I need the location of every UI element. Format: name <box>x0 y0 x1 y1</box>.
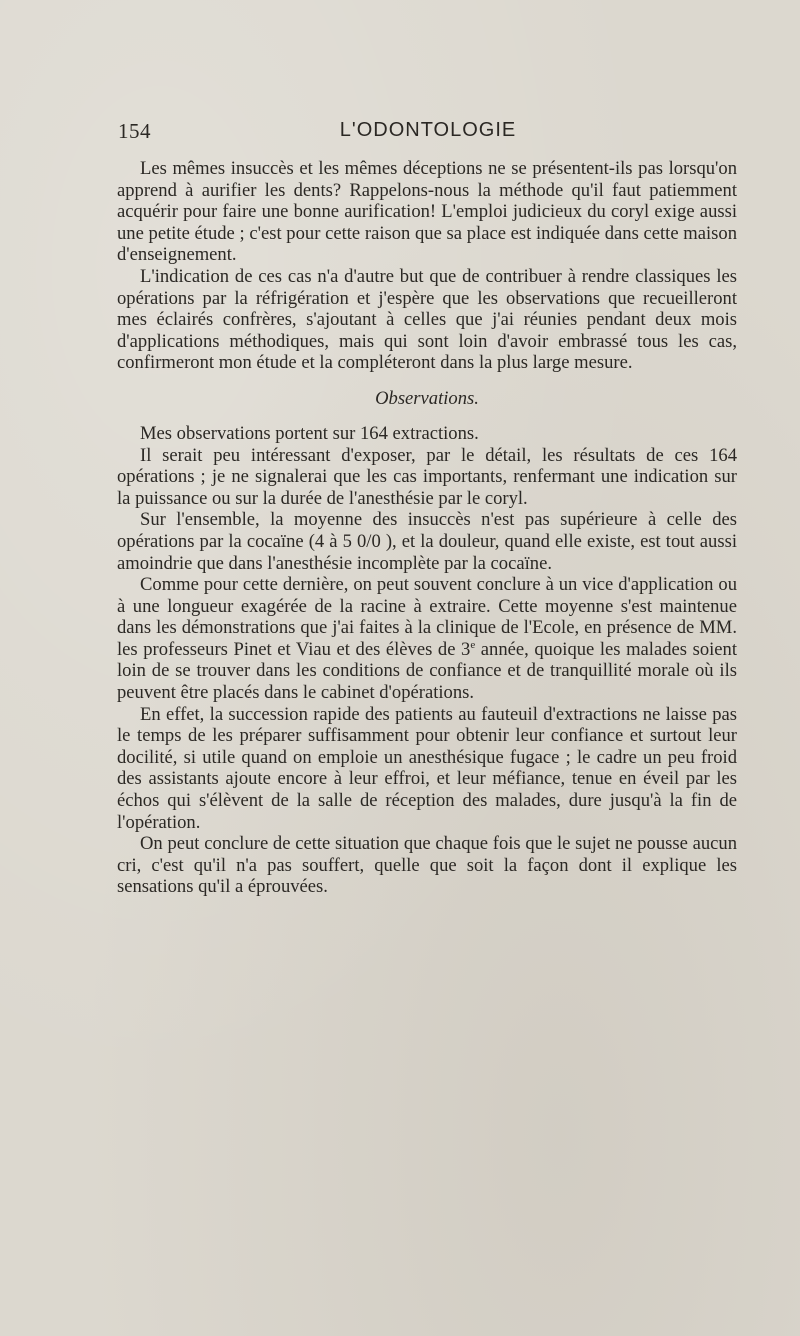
paragraph-demonstrations <box>117 574 737 704</box>
ordinal-superscript: e <box>470 638 476 651</box>
article-body <box>117 158 737 898</box>
paragraph: Mes observations portent sur 164 extractions. <box>140 422 479 444</box>
text-run: Comme pour cette dernière, on peut souvent conclure à un vice d'application ou à une longueur exagérée de la racine à extraire. Cette moyenne s'est maintenue dans les démonstrations que j'ai faites à la clinique de l'Ecole, en présence de MM. les professeurs Pinet et Viau et des élèves de 3 <box>117 574 737 660</box>
text-run: année, quoique les malades soient loin de se trouver dans les conditions de confiance et de tranquillité morale où ils peuvent être placés dans le cabinet d'opérations. <box>117 638 737 704</box>
page-header <box>118 119 738 149</box>
section-heading: Observations. <box>375 387 479 409</box>
paragraph: Il serait peu intéressant d'exposer, par le détail, les résultats de ces 164 opérations ; je ne signalerai que les cas importants, renfermant une indication sur la puissance ou sur la durée de l'anesthésie par le coryl. <box>117 444 737 509</box>
paragraph: Sur l'ensemble, la moyenne des insuccès n'est pas supérieure à celle des opérations par la cocaïne (4 à 5 0/0 ), et la douleur, quand elle existe, est tout aussi amoindrie que dans l'anesthésie incomplète par la cocaïne. <box>117 509 737 574</box>
paragraph: On peut conclure de cette situation que chaque fois que le sujet ne pousse aucun cri, c'est qu'il n'a pas souffert, quelle que soit la façon dont il explique les sensations qu'il a éprouvées. <box>117 833 737 898</box>
paragraph: L'indication de ces cas n'a d'autre but que de contribuer à rendre classiques les opérations par la réfrigération et j'espère que les observations que recueilleront mes éclairés confrères, s'ajoutant à celles que j'ai réunies pendant deux mois d'applications méthodiques, mais qui sont loin d'avoir embrassé tous les cas, confirmeront mon étude et la compléteront dans la plus large mesure. <box>117 265 737 374</box>
paragraph: En effet, la succession rapide des patients au fauteuil d'extractions ne laisse pas le temps de les préparer suffisamment pour obtenir leur confiance et surtout leur docilité, si utile quand on emploie un anesthésique fugace ; le cadre un peu froid des assistants ajoute encore à leur effroi, et leur méfiance, tenue en éveil par les échos qui s'élèvent de la salle de réception des malades, dure jusqu'à la fin de l'opération. <box>117 703 737 833</box>
page-number: 154 <box>118 119 151 143</box>
paragraph: Les mêmes insuccès et les mêmes déceptions ne se présentent-ils pas lorsqu'on apprend à aurifier les dents? Rappelons-nous la méthode qu'il faut patiemment acquérir pour faire une bonne aurification! L'emploi judicieux du coryl exige aussi une petite étude ; c'est pour cette raison que sa place est indiquée dans cette maison d'enseignement. <box>117 158 737 266</box>
running-title: L'ODONTOLOGIE <box>339 119 517 141</box>
